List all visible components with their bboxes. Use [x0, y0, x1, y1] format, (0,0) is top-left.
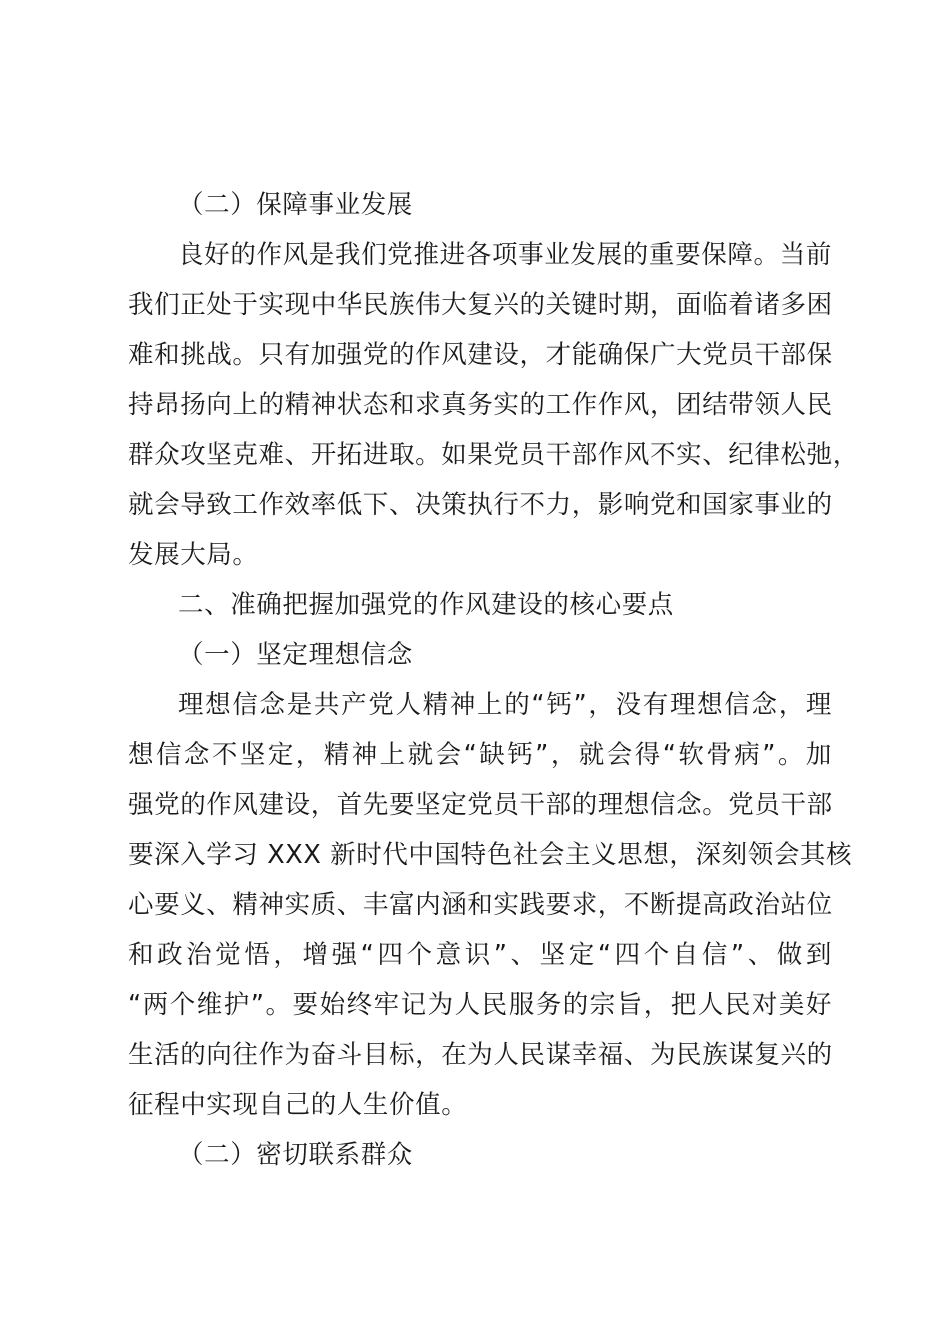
- subheading-safeguard-development: （二）保障事业发展: [178, 190, 413, 220]
- subheading-firm-ideals: （一）坚定理想信念: [178, 640, 413, 670]
- paragraph-line: 发展大局。: [128, 540, 259, 570]
- paragraph-line: 生活的向往作为奋斗目标，在为人民谋幸福、为民族谋复兴的: [128, 1040, 833, 1070]
- paragraph-line: 就会导致工作效率低下、决策执行不力，影响党和国家事业的: [128, 490, 833, 520]
- paragraph-line: 心要义、精神实质、丰富内涵和实践要求，不断提高政治站位: [128, 890, 833, 920]
- paragraph-line: 想信念不坚定，精神上就会“缺钙”，就会得“软骨病”。加: [128, 740, 832, 770]
- subheading-close-ties-masses: （二）密切联系群众: [178, 1140, 413, 1170]
- paragraph-line: 强党的作风建设，首先要坚定党员干部的理想信念。党员干部: [128, 790, 833, 820]
- paragraph-line: 持昂扬向上的精神状态和求真务实的工作作风，团结带领人民: [128, 390, 833, 420]
- paragraph-line: 要深入学习 XXX 新时代中国特色社会主义思想，深刻领会其核: [128, 840, 853, 870]
- paragraph-line: 征程中实现自己的人生价值。: [128, 1090, 468, 1120]
- paragraph-line: 良好的作风是我们党推进各项事业发展的重要保障。当前: [178, 240, 832, 270]
- paragraph-line: 和政治觉悟，增强“四个意识”、坚定“四个自信”、做到: [128, 940, 832, 970]
- paragraph-line: 理想信念是共产党人精神上的“钙”，没有理想信念，理: [178, 690, 832, 720]
- paragraph-line: 我们正处于实现中华民族伟大复兴的关键时期，面临着诸多困: [128, 290, 833, 320]
- paragraph-line: “两个维护”。要始终牢记为人民服务的宗旨，把人民对美好: [128, 990, 832, 1020]
- paragraph-line: 难和挑战。只有加强党的作风建设，才能确保广大党员干部保: [128, 340, 833, 370]
- paragraph-line: 群众攻坚克难、开拓进取。如果党员干部作风不实、纪律松弛，: [128, 440, 859, 470]
- section-heading-core-points: 二、准确把握加强党的作风建设的核心要点: [178, 590, 674, 620]
